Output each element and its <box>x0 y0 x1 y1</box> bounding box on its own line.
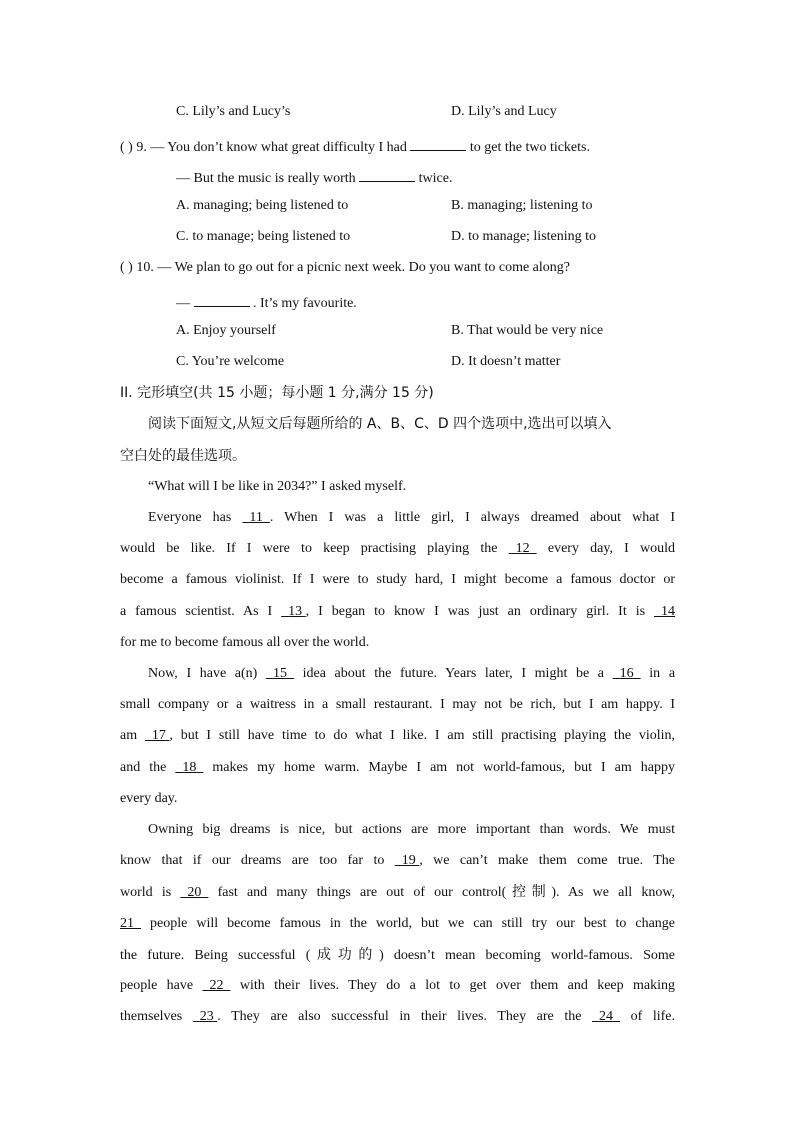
blank-12: 12 <box>515 541 530 556</box>
passage-text: makes my home warm. Maybe I am not world-famous, but I am happy <box>212 760 676 775</box>
passage-text: of life. <box>630 1009 676 1024</box>
blank-16: 16 <box>619 666 634 681</box>
passage-line-10: every day. <box>120 791 178 806</box>
passage-text: would be like. If I were to keep practising playing the <box>120 541 498 556</box>
q9-blank-1 <box>410 134 466 151</box>
q10-option-b: B. That would be very nice <box>451 323 604 338</box>
blank-15: 15 <box>272 666 287 681</box>
passage-text: , we can’t make them come true. The <box>419 853 675 868</box>
q10-bracket: ( ) 10. <box>120 260 154 275</box>
q9-text-2b: twice. <box>418 171 453 186</box>
blank-20: 20 <box>187 885 202 900</box>
passage-line-15 <box>120 945 675 966</box>
q10-option-a: A. Enjoy yourself <box>176 323 276 338</box>
passage-text: , but I still have time to do what I like. I am still practising playing the violin, <box>169 728 676 743</box>
passage-text: fast and many things are out of our control( <box>217 885 507 900</box>
passage-line-7: small company or a waitress in a small restaurant. I may not be rich, but I am happy. I <box>120 697 675 712</box>
blank-18: 18 <box>182 760 197 775</box>
q9-option-b: B. managing; listening to <box>451 198 593 213</box>
q8-option-c: C. Lily’s and Lucy’s <box>176 104 291 119</box>
passage-text: . They are also successful in their lives. They are the <box>217 1009 582 1024</box>
passage-text: am <box>120 728 138 743</box>
passage-line-12 <box>120 851 675 871</box>
q9-option-c: C. to manage; being listened to <box>176 229 351 244</box>
passage-text: the future. Being successful ( <box>120 948 311 963</box>
blank-21: 21 <box>120 916 134 931</box>
passage-line-5: for me to become famous all over the world. <box>120 635 370 650</box>
blank-22: 22 <box>209 978 224 993</box>
passage-line-14 <box>120 914 675 934</box>
q9-blank-2 <box>359 165 415 182</box>
passage-line-6 <box>148 664 675 684</box>
q10-line2 <box>176 290 357 314</box>
passage-line-2 <box>120 539 675 559</box>
passage-line-13 <box>120 882 675 903</box>
passage-line-4 <box>120 602 675 622</box>
q9-option-d: D. to manage; listening to <box>451 229 597 244</box>
section-instruction-1: 阅读下面短文,从短文后每题所给的 A、B、C、D 四个选项中,选出可以填入 <box>148 416 612 432</box>
passage-text: themselves <box>120 1009 183 1024</box>
passage-text: ). As we all know, <box>551 885 676 900</box>
q9-option-a: A. managing; being listened to <box>176 198 349 213</box>
blank-23: 23 <box>199 1009 214 1024</box>
passage-text: ) doesn’t mean becoming world-famous. Some <box>379 948 675 963</box>
passage-text: idea about the future. Years later, I might be a <box>302 666 605 681</box>
q9-text-2a: — But the music is really worth <box>176 171 356 186</box>
passage-line-8 <box>120 726 675 746</box>
passage-text: with their lives. They do a lot to get over them and keep making <box>239 978 675 993</box>
passage-cjk-text: 成功的 <box>310 947 380 963</box>
passage-line-1 <box>148 508 675 528</box>
passage-text: every day, I would <box>547 541 676 556</box>
q10-text-2a: — <box>176 296 190 311</box>
q10-text-2b: . It’s my favourite. <box>253 296 357 311</box>
passage-text: world is <box>120 885 172 900</box>
blank-17: 17 <box>151 728 166 743</box>
passage-text: , I began to know I was just an ordinary girl. It is <box>305 604 646 619</box>
q10-line1 <box>120 258 570 278</box>
passage-line-11: Owning big dreams is nice, but actions are more important than words. We must <box>148 822 675 837</box>
passage-text: and the <box>120 760 167 775</box>
q10-option-d: D. It doesn’t matter <box>451 354 561 369</box>
passage-title-line: “What will I be like in 2034?” I asked myself. <box>148 479 407 494</box>
q10-option-c: C. You’re welcome <box>176 354 285 369</box>
passage-text: know that if our dreams are too far to <box>120 853 385 868</box>
passage-line-9 <box>120 758 675 778</box>
q8-option-d: D. Lily’s and Lucy <box>451 104 557 119</box>
passage-text: in a <box>649 666 676 681</box>
q10-text-1: — We plan to go out for a picnic next week. Do you want to come along? <box>157 260 570 275</box>
blank-24: 24 <box>599 1009 614 1024</box>
passage-line-16 <box>120 976 675 996</box>
q9-text-1b: to get the two tickets. <box>469 140 590 155</box>
q9-line2 <box>176 165 452 189</box>
section-heading: II. 完形填空(共 15 小题；每小题 1 分,满分 15 分) <box>120 385 434 401</box>
blank-14: 14 <box>661 604 676 619</box>
q9-bracket: ( ) 9. <box>120 140 147 155</box>
section-instruction-2: 空白处的最佳选项。 <box>120 448 246 464</box>
passage-line-17 <box>120 1007 675 1027</box>
q10-blank <box>194 290 250 307</box>
q9-text-1a: — You don’t know what great difficulty I had <box>150 140 407 155</box>
blank-11: 11 <box>249 510 263 525</box>
blank-19: 19 <box>401 853 416 868</box>
passage-text: Everyone has <box>148 510 232 525</box>
passage-text: people will become famous in the world, but we can still try our best to change <box>150 916 676 931</box>
passage-text: . When I was a little girl, I always dreamed about what I <box>269 510 676 525</box>
passage-text: people have <box>120 978 194 993</box>
passage-text: Now, I have a(n) <box>148 666 258 681</box>
blank-13: 13 <box>288 604 303 619</box>
passage-line-3: become a famous violinist. If I were to study hard, I might become a famous doctor or <box>120 572 675 587</box>
q9-line1 <box>120 134 590 158</box>
passage-cjk-text: 控制 <box>506 884 552 900</box>
passage-text: a famous scientist. As I <box>120 604 273 619</box>
